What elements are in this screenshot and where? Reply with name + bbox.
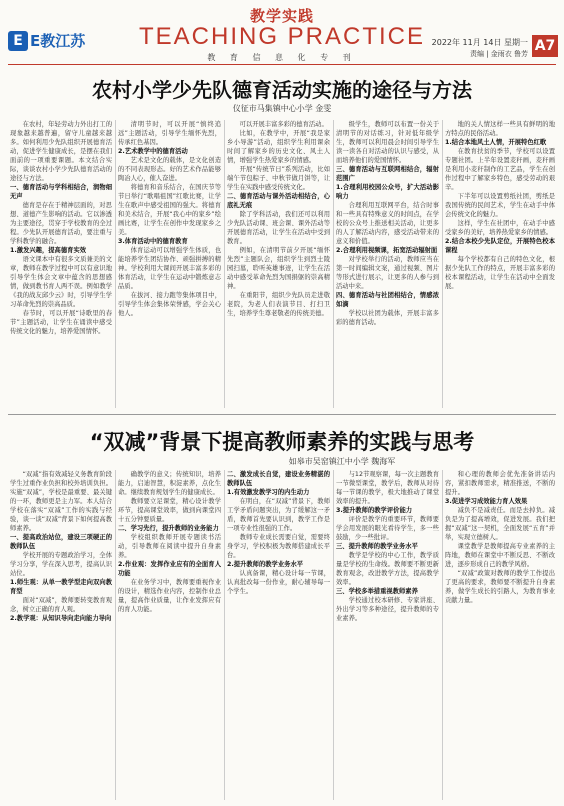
article2-column-4 bbox=[336, 470, 439, 800]
article1-column-2 bbox=[118, 120, 221, 408]
paragraph: 可以开展丰富多彩的德育活动。 bbox=[239, 121, 328, 128]
section-heading: 3.体育活动中的德育教育 bbox=[118, 238, 188, 245]
paragraph: 在教育扶贫的季节，学校可以设置专题社团。上半年设置麦秆画，麦秆画是利用小麦秆制作的工艺品，学生在创作过程中了解家乡特色，感受劳动的艰辛。 bbox=[445, 148, 555, 191]
paragraph: “双减”政策对教师的教学工作提出了更高的要求，教师要不断提升自身素养，做学生成长的引路人，为教育事业贡献力量。 bbox=[445, 570, 555, 604]
section-heading: 1.合理利用校园公众号，扩大活动影响力 bbox=[336, 184, 439, 200]
section-heading: 三、德育活动与互联网相结合，辐射范围广 bbox=[336, 166, 439, 182]
paragraph: 课堂教学是教师提高专业素养的主阵地，教师在课堂中不断反思、不断改进，逐步形成自己的教学风格。 bbox=[445, 543, 555, 568]
section-title-en: TEACHING PRACTICE bbox=[138, 23, 426, 50]
column-divider bbox=[442, 120, 443, 408]
paragraph: 每个学校都有自己的特色文化，根据少先队工作的特点，开展丰富多彩的校本课程活动，让学生在活动中全面发展。 bbox=[445, 256, 555, 290]
article2-column-3 bbox=[227, 470, 330, 800]
paragraph: 学校通过校本研修、专家讲座、外出学习等多种途径，提升教师的专业素养。 bbox=[336, 597, 439, 622]
column-divider bbox=[333, 120, 334, 408]
article1-column-4 bbox=[336, 120, 439, 408]
section-heading: 1.师生观：从单一教学型走向双向教育型 bbox=[10, 579, 112, 595]
section-heading: 三、提升教师的教学业务水平 bbox=[336, 543, 418, 550]
article2-title: “双减”背景下提高教师素养的实践与思考 bbox=[89, 430, 475, 454]
paragraph: 除了学科活动，我们还可以利用少先队活动课、班会课、课外活动等开展德育活动，让学生在活动中受到教育。 bbox=[227, 211, 330, 245]
paragraph: 在农村，年轻劳动力外出打工的现象越来越普遍，留守儿童越来越多。如何利用少先队组织开展德育活动，促进学生健康成长，是摆在我们面前的一项重要课题。本文结合实际，谈谈农村小学少先队德育活动的途径与方法。 bbox=[10, 121, 112, 182]
paragraph: 春节时，可以开展“诗歌里的春节”主题活动，让学生在诵读中感受传统文化的魅力，培养爱国情怀。 bbox=[10, 310, 112, 335]
paragraph: 下半年可以设置剪纸社团，剪纸是我国传统的民间艺术，学生在动手中体会传统文化的魅力。 bbox=[445, 193, 555, 218]
paragraph: 在业务学习中，教师要重视作业的设计，精选作业内容，控制作业总量，提高作业质量，让作业发挥应有的育人功能。 bbox=[118, 579, 221, 613]
article1-byline: 仪征市马集镇中心小学 金雯 bbox=[232, 104, 332, 113]
column-divider bbox=[224, 120, 225, 408]
paragraph: 学校组织教师开展专题读书活动，引导教师在阅读中提升自身素养。 bbox=[118, 534, 221, 559]
paragraph: 语文课本中有很多文质兼美的文章，教师在教学过程中可以有意识地引导学生体会文章中蕴含的思想感情，做到教书育人两不误。例如教学《我的战友邱少云》时，引导学生学习革命先烈的崇高品质。 bbox=[10, 256, 112, 308]
paragraph: 合理利用互联网平台，结合时事和一些具有特殊意义的时间点，在学校的公众号上推送相关活动，让更多的人了解活动内容，感受活动带来的意义和价值。 bbox=[336, 202, 439, 245]
paragraph: 比如，在教学中，开展“我是家乡小导游”活动，组织学生利用课余时间了解家乡的历史文化、风土人情，增强学生热爱家乡的情感。 bbox=[227, 130, 330, 164]
paragraph: 确教学的意义；传统知识，培养能力，启迪智慧，积淀素养，点化生命。继续教育规划学生的健康成长。 bbox=[118, 471, 221, 496]
section-title-cn: 教学实践 bbox=[249, 7, 314, 25]
paragraph: 例如，在清明节前夕开展“缅怀先烈”主题队会，组织学生到烈士陵园扫墓，聆听英雄事迹，让学生在活动中感受革命先烈为国捐躯的崇高精神。 bbox=[227, 247, 330, 290]
section-heading: 二、德育活动与课外活动相结合，心底礼无痕 bbox=[227, 193, 330, 209]
paragraph: 级学生，教师可以布置一份关于清明节的对话练习，针对低年级学生，教师可以利用晨会时间引导学生读一读各自对活动的认识与感受，从而培养他们的爱国情怀。 bbox=[336, 121, 439, 164]
paragraph: 在重阳节，组织少先队员走进敬老院，为老人们表演节目、打扫卫生，培养学生尊老敬老的传统美德。 bbox=[227, 292, 330, 317]
article2-byline: 如皋市吴窑镇江中小学 魏海军 bbox=[288, 457, 396, 466]
article1-column-5 bbox=[445, 120, 555, 408]
section-heading: 1.有效激发教学习的内生动力 bbox=[227, 489, 310, 496]
section-heading: 2.作业观：发挥作业应有的全面育人功能 bbox=[118, 561, 221, 577]
paragraph: 清明节时，可以开展“慎终追远”主题活动，引导学生缅怀先烈，传承红色基因。 bbox=[118, 121, 221, 146]
logo-text: E教江苏 bbox=[30, 32, 86, 50]
paragraph: 在明白，在“双减”背景下，教师工学矛盾问题突出，为了缓解这一矛盾，教师首先要认识到，教学工作是一项专业性很强的工作。 bbox=[227, 498, 330, 532]
section-heading: 3.促进学习成效能力育人效果 bbox=[445, 498, 528, 505]
section-heading: 3.提升教师的教学评价能力 bbox=[336, 507, 413, 514]
section-heading: 2.艺术教学中的德育活动 bbox=[118, 148, 188, 155]
paragraph: “双减”指有效减轻义务教育阶段学生过重作业负担和校外培训负担。实施“双减”，学校是最重要、最关键的一环，教师更是主力军。本人结合学校在落实“双减”工作的实践与经验，谈一谈“双减”背景下如何提高教师素养。 bbox=[10, 471, 112, 532]
paragraph: 减负不是减责任。而是去掉负。减负是为了提高增效，促进发展。我们把握“双减”这一契机，全面发展“五育”并举，实现立德树人。 bbox=[445, 507, 555, 541]
article2-column-5 bbox=[445, 470, 555, 800]
issue-date: 2022年 11月 14日 星期一 bbox=[431, 38, 528, 47]
section-heading: 2.合理利用视频课，拓宽活动辐射面 bbox=[336, 247, 438, 254]
article1-column-3 bbox=[227, 120, 330, 408]
paragraph: 学校以社团为载体，开展丰富多彩的德育活动。 bbox=[336, 310, 439, 326]
paragraph: 体育运动可以增强学生体质，也能培养学生团结协作、顽强拼搏的精神。学校利用大课间开展丰富多彩的体育活动，让学生在运动中锻炼意志品质。 bbox=[118, 247, 221, 290]
paragraph: 德育是存在于精神层面的，对思想、道德产生影响的活动。它以渗透为主要途径，贯穿于学校教育的全过程。少先队开展德育活动，要注重与学科教学的融合。 bbox=[10, 202, 112, 245]
logo-mark-icon: E bbox=[8, 31, 28, 51]
paragraph: 教学是学校的中心工作，教学质量是学校的生命线。教师要不断更新教育观念，改进教学方法，提高教学效率。 bbox=[336, 552, 439, 586]
paragraph: 艺术是文化的载体，是文化创造的不同表现形态。好的艺术作品能够陶冶人心，催人奋进。 bbox=[118, 157, 221, 182]
section-heading: 三、学校多举措重视教师素养 bbox=[336, 588, 418, 595]
section-heading: 一、提高政治站位，建设三项硬正的教师队伍 bbox=[10, 534, 112, 550]
paragraph: 评价是教学的重要环节，教师要学会用发展的眼光看待学生，多一些鼓励，少一些批评。 bbox=[336, 516, 439, 541]
article1-column-1 bbox=[10, 120, 112, 408]
section-heading: 一、德育活动与学科相结合，润物细无声 bbox=[10, 184, 112, 200]
column-divider bbox=[333, 470, 334, 800]
article1-title: 农村小学少先队德育活动实施的途径与方法 bbox=[92, 78, 472, 102]
section-heading: 二、学习先行，提升教师的业务能力 bbox=[118, 525, 219, 532]
masthead bbox=[0, 0, 564, 66]
paragraph: 在拔河、接力跑等集体项目中，引导学生体会集体荣誉感，学会关心他人。 bbox=[118, 292, 221, 317]
paragraph: 和心理的教师会优先准备讲话内容，紧扣教师需求，精准推送，不断的提升。 bbox=[445, 471, 555, 496]
paragraph: 将德育和音乐结合，在国庆节等节日举行“歌唱祖国”红歌比赛，让学生在歌声中感受祖国的强大。将德育和美术结合，开展“我心中的家乡”绘画比赛，让学生在创作中发现家乡之美。 bbox=[118, 184, 221, 236]
paragraph: 与12节观察课，每一次主题教育一节微型课堂，教学后，教师从对待每一节课的教学，极大地推动了课堂效率的提升。 bbox=[336, 471, 439, 505]
paragraph: 这样，学生在社团中，在动手中感受家乡的美好，培养热爱家乡的情感。 bbox=[445, 220, 555, 236]
paragraph: 对学校举行的活动，教师应当在第一时间编辑文案，通过视频、图片等形式进行展示，让更多的人参与到活动中来。 bbox=[336, 256, 439, 290]
paragraph: 教师要立足课堂，精心设计教学环节，提高课堂效率，做到向课堂四十五分钟要质量。 bbox=[118, 498, 221, 523]
section-heading: 2.提升教师的教学业务水平 bbox=[227, 561, 304, 568]
page-number-badge: A7 bbox=[532, 35, 558, 57]
article2-column-2 bbox=[118, 470, 221, 800]
paragraph: 地的关人情这样一些具有鲜明的地方特点的民俗活动。 bbox=[445, 121, 555, 137]
paragraph: 开展“传统节日”系列活动，比如端午节包粽子、中秋节做月饼等，让学生在实践中感受传统文化。 bbox=[227, 166, 330, 191]
paragraph: 面对“双减”，教师要转变教育观念，树立正确的育人观。 bbox=[10, 597, 112, 613]
article-divider bbox=[8, 414, 556, 415]
column-divider bbox=[224, 470, 225, 800]
paragraph: 教师专业成长需要自觉，需要终身学习，学校积极为教师搭建成长平台。 bbox=[227, 534, 330, 559]
section-heading: 二、激发成长自觉，建设业务精湛的教师队伍 bbox=[227, 471, 330, 487]
section-heading: 1.激发兴趣，提高德育实效 bbox=[10, 247, 87, 254]
section-heading: 2.教学观：从知识导向走向能力导向 bbox=[10, 615, 112, 622]
editors: 责编 | 金雨衣 鲁芳 bbox=[469, 50, 528, 58]
section-heading: 2.结合本校少先队定位，开展特色校本课程 bbox=[445, 238, 555, 254]
section-heading: 1.结合本地风土人情，开展特色红歌 bbox=[445, 139, 547, 146]
section-subtitle: 教 育 信 息 化 专 刊 bbox=[207, 53, 357, 62]
masthead-rule bbox=[8, 64, 556, 65]
article2-column-1 bbox=[10, 470, 112, 800]
column-divider bbox=[115, 470, 116, 800]
section-heading: 四、德育活动与社团相结合，情感浓如滴 bbox=[336, 292, 439, 308]
paragraph: 认真备课，精心设计每一节课，认真批改每一份作业，耐心辅导每一个学生。 bbox=[227, 570, 330, 595]
paragraph: 学校开展的专题政治学习，全体学习分享，学在深入思考，提高认识站位。 bbox=[10, 552, 112, 577]
column-divider bbox=[442, 470, 443, 800]
column-divider bbox=[115, 120, 116, 408]
